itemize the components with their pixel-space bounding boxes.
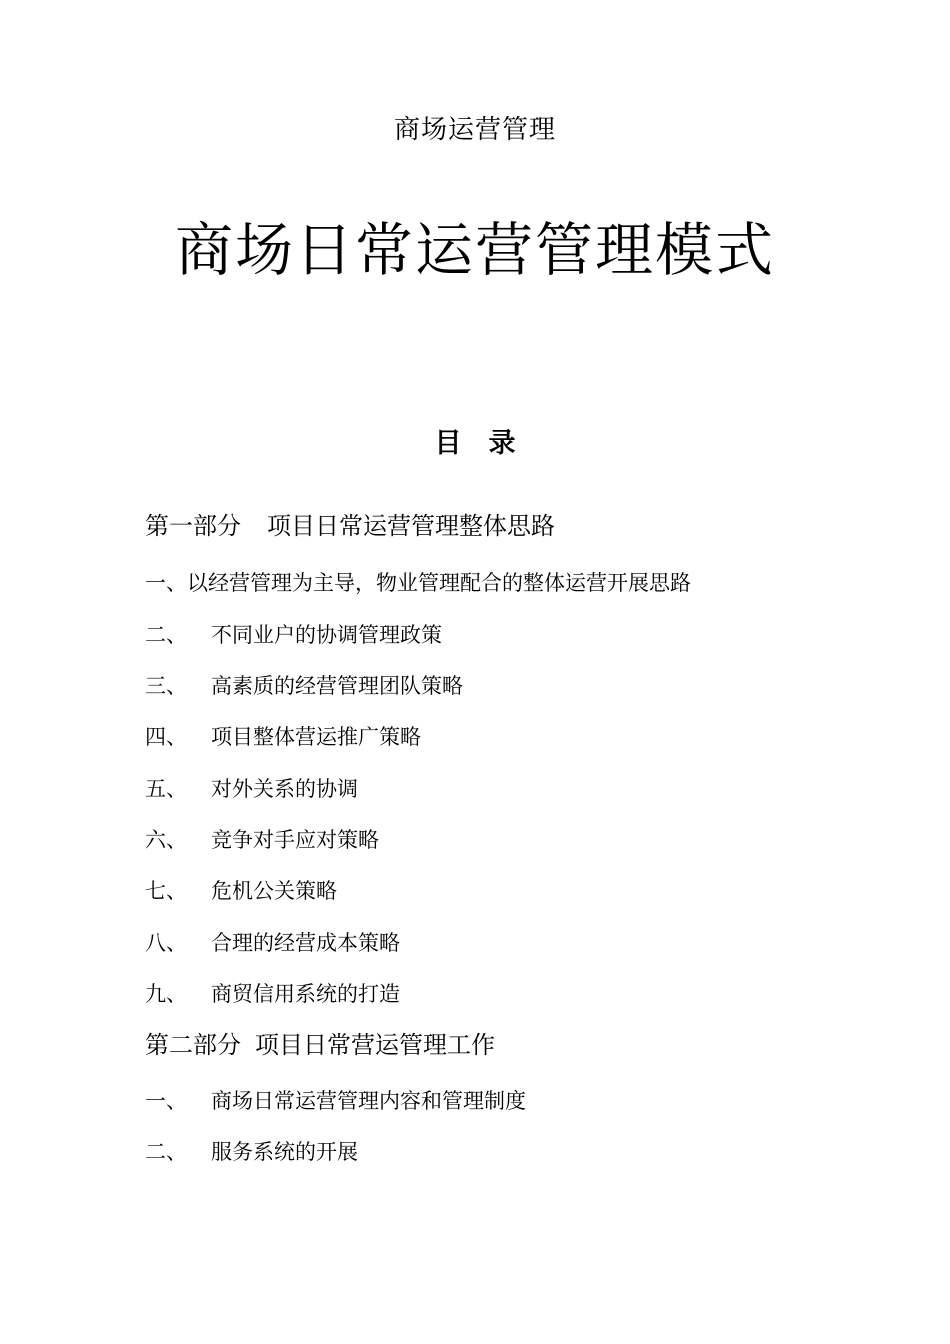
toc-item-text: 竞争对手应对策略 — [211, 828, 379, 852]
toc-item-1-6[interactable] — [145, 825, 379, 855]
toc-item-number: 八、 — [145, 931, 187, 955]
toc-item-1-4[interactable] — [145, 722, 421, 752]
toc-part-2-title[interactable] — [145, 1029, 495, 1061]
toc-part-2-label: 第二部分 — [145, 1031, 241, 1059]
toc-item-1-7[interactable] — [145, 876, 337, 906]
toc-item-1-5[interactable] — [145, 774, 358, 804]
toc-part-1-title[interactable] — [145, 510, 555, 542]
toc-item-text: 服务系统的开展 — [211, 1140, 358, 1164]
main-title: 商场日常运营管理模式 — [174, 216, 775, 284]
toc-item-number: 三、 — [145, 674, 187, 698]
toc-item-text: 项目整体营运推广策略 — [211, 725, 421, 749]
toc-item-text: 危机公关策略 — [211, 879, 337, 903]
toc-item-text: 对外关系的协调 — [211, 777, 358, 801]
toc-part-1-label: 第一部分 — [145, 512, 241, 540]
toc-heading: 目 录 — [434, 428, 516, 459]
toc-item-number: 九、 — [145, 982, 187, 1006]
toc-item-text: 高素质的经营管理团队策略 — [211, 674, 463, 698]
toc-item-text: 商贸信用系统的打造 — [211, 982, 400, 1006]
toc-item-number: 四、 — [145, 725, 187, 749]
toc-item-1-2[interactable] — [145, 620, 442, 650]
toc-item-1-3[interactable] — [145, 671, 463, 701]
toc-item-text: 以经营管理为主导，物业管理配合的整体运营开展思路 — [187, 571, 691, 595]
toc-item-number: 七、 — [145, 879, 187, 903]
toc-item-2-1[interactable] — [145, 1086, 526, 1116]
toc-item-1-9[interactable] — [145, 979, 400, 1009]
toc-item-number: 二、 — [145, 623, 187, 647]
toc-part-2-text: 项目日常营运管理工作 — [255, 1031, 495, 1059]
toc-item-1-8[interactable] — [145, 928, 400, 958]
toc-item-number: 六、 — [145, 828, 187, 852]
toc-item-text: 合理的经营成本策略 — [211, 931, 400, 955]
header-title: 商场运营管理 — [393, 115, 556, 145]
toc-item-number: 一、 — [145, 1089, 187, 1113]
toc-item-number: 二、 — [145, 1140, 187, 1164]
toc-item-text: 不同业户的协调管理政策 — [211, 623, 442, 647]
toc-item-1-1[interactable] — [145, 568, 691, 598]
toc-part-1-text: 项目日常运营管理整体思路 — [267, 512, 555, 540]
toc-item-text: 商场日常运营管理内容和管理制度 — [211, 1089, 526, 1113]
toc-item-number: 五、 — [145, 777, 187, 801]
toc-item-2-2[interactable] — [145, 1137, 358, 1167]
toc-item-number: 一、 — [145, 571, 187, 595]
